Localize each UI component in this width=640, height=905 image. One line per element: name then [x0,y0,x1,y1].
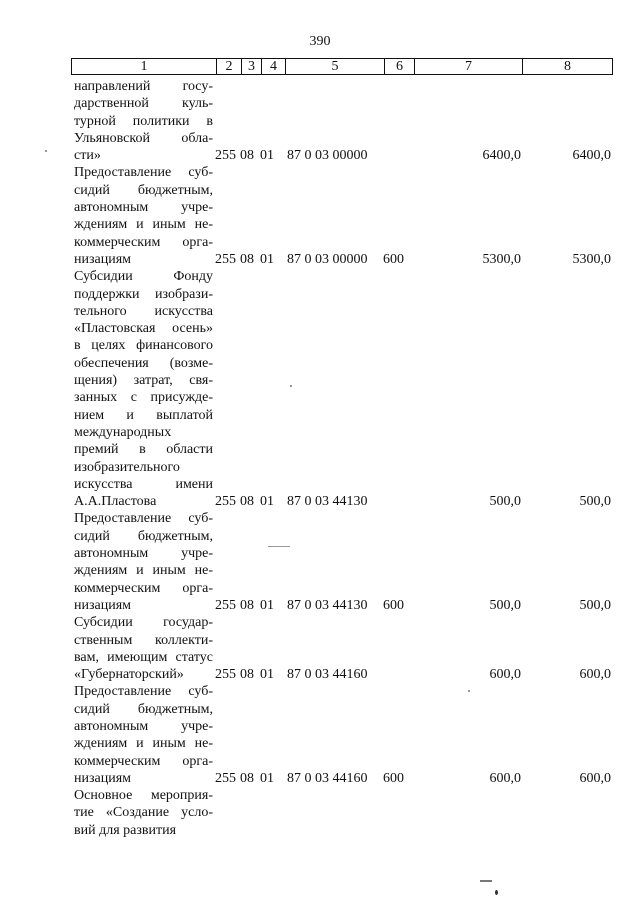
row-name-line: занных с присужде- [74,390,213,406]
cell-c3: 08 [240,770,254,786]
row-name-line: Субсидии государ- [74,615,213,631]
row-name-line: сидий бюджетным, [74,182,213,198]
row-name-line: Предоставление суб- [74,511,213,527]
row-name-line: тельного искусства [74,303,213,319]
cell-c3: 08 [240,148,254,164]
header-col-7: 7 [415,59,523,74]
table-row [71,268,611,510]
row-name-line: коммерческим орга- [74,580,213,596]
row-name [71,787,215,839]
row-name-line: ждениям и иным не- [74,563,213,579]
table-header [71,58,613,75]
cell-c2: 255 [215,148,236,164]
row-name [71,614,215,683]
row-name-line: щения) затрат, свя- [74,373,213,389]
cell-c8: 5300,0 [572,251,611,267]
row-name-line: сидий бюджетным, [74,701,213,717]
row-name-line: низациям [74,597,132,613]
header-col-3: 3 [242,59,262,74]
table-row [71,683,611,787]
header-col-6: 6 [385,59,415,74]
cell-c3: 08 [240,494,254,510]
row-name-line: «Губернаторский» [74,667,184,683]
cell-c5: 87 0 03 44160 [287,770,368,786]
row-name-line: Ульяновской обла- [74,130,213,146]
cell-c6: 600 [383,597,404,613]
row-name-line: обеспечения (возме- [74,355,213,371]
row-name-line: коммерческим орга- [74,753,213,769]
row-name-line: вий для развития [74,822,177,838]
cell-c4: 01 [260,770,274,786]
cell-c4: 01 [260,597,274,613]
cell-c5: 87 0 03 44130 [287,494,368,510]
row-name-line: автономным учре- [74,718,213,734]
header-col-5: 5 [286,59,385,74]
row-name-line: тие «Создание усло- [74,805,213,821]
cell-c7: 6400,0 [482,148,521,164]
cell-c7: 500,0 [489,494,521,510]
cell-c7: 500,0 [489,597,521,613]
table-body [71,78,611,839]
cell-c8: 500,0 [579,597,611,613]
header-col-4: 4 [262,59,286,74]
cell-c8: 600,0 [579,667,611,683]
row-name-line: дарственной куль- [74,96,213,112]
header-col-2: 2 [217,59,242,74]
row-name-line: низациям [74,770,132,786]
cell-c8: 500,0 [579,494,611,510]
row-name-line: Основное мероприя- [74,788,213,804]
row-name-line: вам, имеющим статус [74,649,213,665]
cell-c4: 01 [260,494,274,510]
cell-c7: 600,0 [489,667,521,683]
row-name-line: сидий бюджетным, [74,528,213,544]
row-name [71,78,215,164]
table-row [71,78,611,164]
table-row [71,614,611,683]
row-name-line: низациям [74,251,132,267]
cell-c5: 87 0 03 44130 [287,597,368,613]
cell-c3: 08 [240,667,254,683]
row-name-line: нием и выплатой [74,407,213,423]
table-row [71,787,611,839]
cell-c7: 5300,0 [482,251,521,267]
row-name [71,683,215,787]
row-name-line: ственным коллекти- [74,632,213,648]
cell-c2: 255 [215,597,236,613]
row-name-line: А.А.Пластова [74,494,157,510]
cell-c6: 600 [383,251,404,267]
row-name-line: сти» [74,148,101,164]
row-name [71,268,215,510]
cell-c8: 600,0 [579,770,611,786]
row-name-line: автономным учре- [74,546,213,562]
row-name-line: изобразительного [74,459,180,475]
row-name-line: автономным учре- [74,200,213,216]
row-name-line: в целях финансового [74,338,213,354]
row-name-line: поддержки изобрази- [74,286,213,302]
page-number: 390 [309,34,331,49]
cell-c2: 255 [215,251,236,267]
row-name-line: коммерческим орга- [74,234,213,250]
cell-c7: 600,0 [489,770,521,786]
row-name-line: ждениям и иным не- [74,736,213,752]
cell-c4: 01 [260,251,274,267]
header-col-8: 8 [564,59,571,74]
table-row [71,164,611,268]
cell-c5: 87 0 03 44160 [287,667,368,683]
row-name-line: Предоставление суб- [74,165,213,181]
row-name-line: международных [74,424,172,440]
row-name-line: искусства имени [74,476,213,492]
header-col-1: 1 [72,59,217,74]
cell-c4: 01 [260,148,274,164]
row-name-line: направлений госу- [74,79,213,94]
cell-c5: 87 0 03 00000 [287,148,368,164]
cell-c3: 08 [240,597,254,613]
cell-c2: 255 [215,667,236,683]
row-name-line: Субсидии Фонду [74,269,213,285]
row-name [71,164,215,268]
table-row [71,510,611,614]
cell-c4: 01 [260,667,274,683]
row-name-line: турной политики в [74,113,213,129]
cell-c2: 255 [215,494,236,510]
cell-c8: 6400,0 [572,148,611,164]
row-name-line: премий в области [74,442,213,458]
row-name-line: Предоставление суб- [74,684,213,700]
cell-c6: 600 [383,770,404,786]
row-name [71,510,215,614]
cell-c5: 87 0 03 00000 [287,251,368,267]
cell-c3: 08 [240,251,254,267]
row-name-line: ждениям и иным не- [74,217,213,233]
row-name-line: «Пластовская осень» [74,321,213,337]
cell-c2: 255 [215,770,236,786]
